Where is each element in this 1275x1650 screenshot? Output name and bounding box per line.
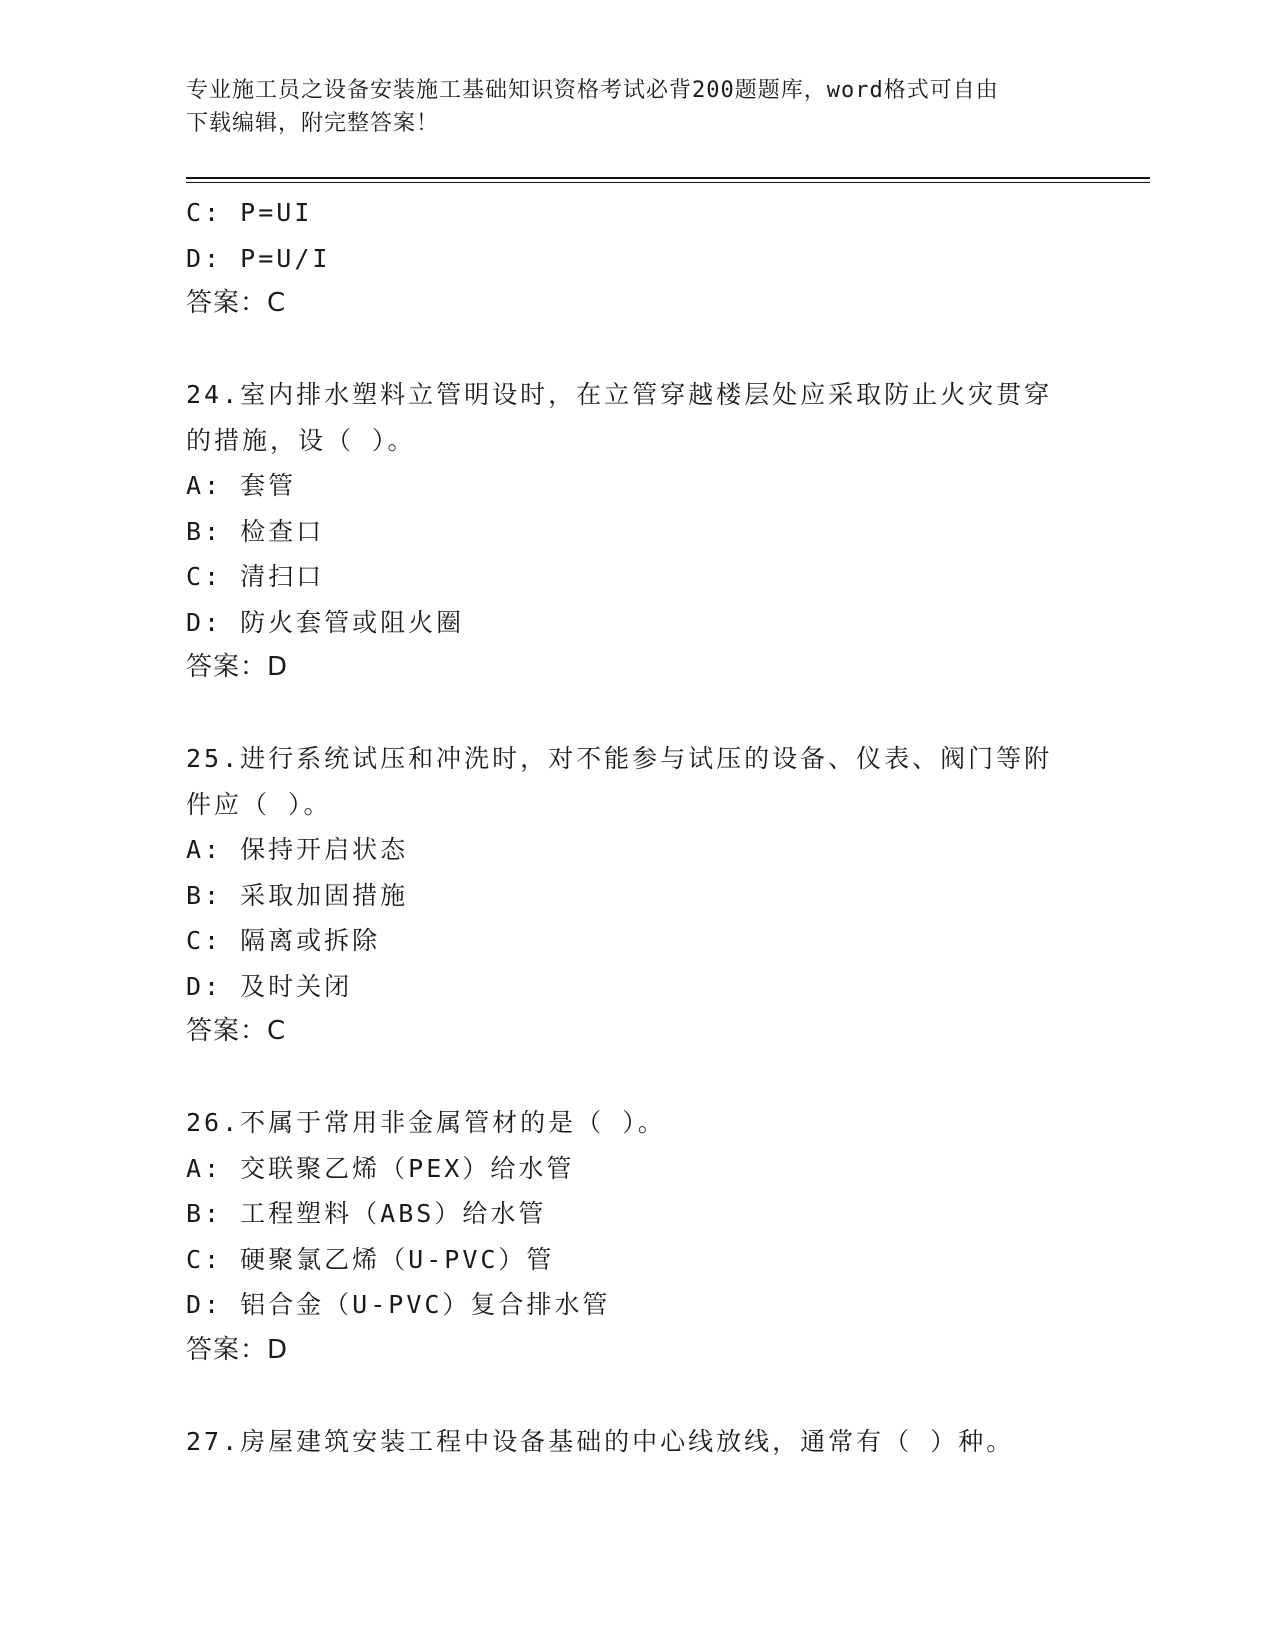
option-text: 防火套管或阻火圈 bbox=[240, 607, 465, 637]
option-label: C: bbox=[186, 198, 223, 227]
option-label: B: bbox=[186, 880, 223, 910]
question-23-continued bbox=[186, 190, 1086, 327]
answer-line: 答案：D bbox=[186, 1334, 289, 1365]
header-divider-thick bbox=[186, 177, 1150, 179]
option-b bbox=[186, 509, 1086, 555]
question-24 bbox=[186, 372, 1086, 691]
question-25 bbox=[186, 736, 1086, 1055]
option-label: D: bbox=[186, 1290, 223, 1319]
option-text: 套管 bbox=[240, 471, 297, 500]
option-label: B: bbox=[186, 1199, 223, 1228]
option-text: 清扫口 bbox=[240, 562, 325, 591]
question-list bbox=[186, 190, 1086, 1464]
option-b bbox=[186, 873, 1086, 919]
option-label: D: bbox=[186, 971, 223, 1001]
option-label: D: bbox=[186, 243, 223, 273]
question-stem: 的措施，设（ ）。 bbox=[186, 425, 416, 455]
option-text: 铝合金（U-PVC）复合排水管 bbox=[240, 1290, 611, 1319]
option-b bbox=[186, 1191, 1086, 1237]
question-26 bbox=[186, 1100, 1086, 1373]
answer-line: 答案：C bbox=[186, 1016, 287, 1046]
header-divider-thin bbox=[186, 182, 1150, 183]
option-a bbox=[186, 827, 1086, 873]
option-text: 检查口 bbox=[240, 516, 325, 546]
option-c bbox=[186, 918, 1086, 964]
option-text: 及时关闭 bbox=[240, 971, 353, 1001]
option-label: C: bbox=[186, 1244, 223, 1274]
option-c bbox=[186, 1237, 1086, 1283]
question-stem: 24.室内排水塑料立管明设时，在立管穿越楼层处应采取防止火灾贯穿 bbox=[186, 380, 1053, 409]
option-label: A: bbox=[186, 1153, 223, 1183]
option-text: 保持开启状态 bbox=[240, 835, 409, 864]
answer-line: 答案：C bbox=[186, 288, 287, 318]
option-c bbox=[186, 554, 1086, 600]
option-d bbox=[186, 1282, 1086, 1328]
question-stem: 件应（ ）。 bbox=[186, 789, 332, 819]
question-stem: 25.进行系统试压和冲洗时，对不能参与试压的设备、仪表、阀门等附 bbox=[186, 744, 1053, 773]
option-a bbox=[186, 463, 1086, 509]
option-text: 隔离或拆除 bbox=[240, 926, 381, 955]
header-line-1: 专业施工员之设备安装施工基础知识资格考试必背200题题库，word格式可自由 bbox=[186, 78, 999, 103]
header-line-2: 下载编辑，附完整答案！ bbox=[186, 111, 440, 136]
option-label: D: bbox=[186, 607, 223, 637]
document-header bbox=[186, 74, 1086, 140]
option-d bbox=[186, 964, 1086, 1010]
option-label: B: bbox=[186, 516, 223, 546]
option-label: C: bbox=[186, 926, 223, 955]
option-text: 硬聚氯乙烯（U-PVC）管 bbox=[240, 1244, 555, 1274]
option-text: 工程塑料（ABS）给水管 bbox=[240, 1199, 547, 1228]
question-stem: 26.不属于常用非金属管材的是（ ）。 bbox=[186, 1108, 666, 1137]
option-label: A: bbox=[186, 835, 223, 864]
option-text: 交联聚乙烯（PEX）给水管 bbox=[240, 1153, 575, 1183]
option-text: P=UI bbox=[240, 198, 313, 227]
option-text: 采取加固措施 bbox=[240, 880, 409, 910]
question-27 bbox=[186, 1419, 1086, 1465]
option-text: P=U/I bbox=[240, 243, 331, 273]
option-label: A: bbox=[186, 471, 223, 500]
question-stem: 27.房屋建筑安装工程中设备基础的中心线放线，通常有（ ）种。 bbox=[186, 1426, 1015, 1456]
option-d bbox=[186, 600, 1086, 646]
answer-line: 答案：D bbox=[186, 652, 289, 682]
option-d bbox=[186, 236, 1086, 282]
option-a bbox=[186, 1146, 1086, 1192]
option-label: C: bbox=[186, 562, 223, 591]
option-c bbox=[186, 190, 1086, 236]
